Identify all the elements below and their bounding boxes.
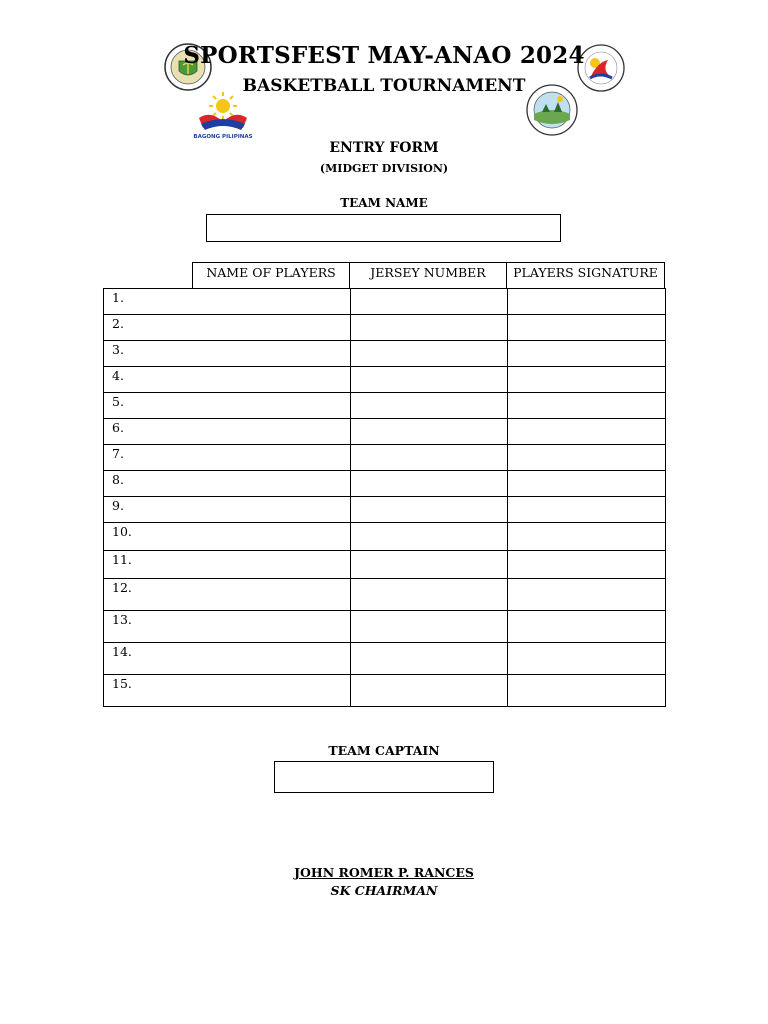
column-header-name-of-players: NAME OF PLAYERS: [192, 262, 350, 289]
jersey-number-cell[interactable]: [351, 289, 508, 315]
signatory-title: SK CHAIRMAN: [330, 883, 438, 898]
column-header-players-signature: PLAYERS SIGNATURE: [506, 262, 665, 289]
jersey-number-cell[interactable]: [351, 611, 508, 643]
table-row: [104, 551, 666, 579]
player-signature-cell[interactable]: [508, 445, 666, 471]
jersey-number-cell[interactable]: [351, 367, 508, 393]
row-number: 14.: [112, 644, 132, 659]
player-signature-cell[interactable]: [508, 523, 666, 551]
jersey-number-cell[interactable]: [351, 579, 508, 611]
signatory-name: JOHN ROMER P. RANCES: [294, 865, 474, 880]
player-signature-cell[interactable]: [508, 419, 666, 445]
player-name-cell[interactable]: [104, 367, 351, 393]
team-captain-label: TEAM CAPTAIN: [328, 743, 440, 758]
form-heading: ENTRY FORM: [329, 140, 439, 156]
division-label: (MIDGET DIVISION): [319, 162, 449, 175]
row-number: 4.: [112, 368, 124, 383]
team-captain-field[interactable]: [274, 761, 494, 793]
table-row: [104, 289, 666, 315]
jersey-number-cell[interactable]: [351, 393, 508, 419]
player-name-cell[interactable]: [104, 341, 351, 367]
table-row: [104, 393, 666, 419]
table-row: [104, 643, 666, 675]
player-name-cell[interactable]: [104, 393, 351, 419]
player-signature-cell[interactable]: [508, 579, 666, 611]
table-row: [104, 579, 666, 611]
row-number: 3.: [112, 342, 124, 357]
player-name-cell[interactable]: [104, 675, 351, 707]
row-number: 7.: [112, 446, 124, 461]
player-signature-cell[interactable]: [508, 289, 666, 315]
row-number: 9.: [112, 498, 124, 513]
player-signature-cell[interactable]: [508, 643, 666, 675]
player-name-cell[interactable]: [104, 419, 351, 445]
table-row: [104, 419, 666, 445]
row-number: 2.: [112, 316, 124, 331]
roster-table: [103, 288, 666, 707]
table-row: [104, 445, 666, 471]
player-signature-cell[interactable]: [508, 551, 666, 579]
jersey-number-cell[interactable]: [351, 471, 508, 497]
column-header-jersey-number: JERSEY NUMBER: [349, 262, 507, 289]
row-number: 1.: [112, 290, 124, 305]
table-row: [104, 367, 666, 393]
player-signature-cell[interactable]: [508, 471, 666, 497]
player-name-cell[interactable]: [104, 551, 351, 579]
table-row: [104, 497, 666, 523]
player-name-cell[interactable]: [104, 315, 351, 341]
player-signature-cell[interactable]: [508, 497, 666, 523]
jersey-number-cell[interactable]: [351, 419, 508, 445]
table-row: [104, 523, 666, 551]
row-number: 11.: [112, 552, 132, 567]
svg-text:BAGONG PILIPINAS: BAGONG PILIPINAS: [193, 134, 253, 140]
jersey-number-cell[interactable]: [351, 675, 508, 707]
row-number: 15.: [112, 676, 132, 691]
table-row: [104, 471, 666, 497]
jersey-number-cell[interactable]: [351, 643, 508, 675]
jersey-number-cell[interactable]: [351, 445, 508, 471]
team-name-field[interactable]: [206, 214, 561, 242]
page-subtitle: BASKETBALL TOURNAMENT: [242, 76, 526, 96]
page-title: SPORTSFEST MAY-ANAO 2024: [183, 42, 585, 69]
row-number: 10.: [112, 524, 132, 539]
player-name-cell[interactable]: [104, 643, 351, 675]
player-name-cell[interactable]: [104, 611, 351, 643]
row-number: 8.: [112, 472, 124, 487]
jersey-number-cell[interactable]: [351, 551, 508, 579]
row-number: 6.: [112, 420, 124, 435]
bagong-pilipinas-logo-icon: [193, 88, 253, 142]
player-signature-cell[interactable]: [508, 341, 666, 367]
player-name-cell[interactable]: [104, 289, 351, 315]
jersey-number-cell[interactable]: [351, 315, 508, 341]
player-name-cell[interactable]: [104, 579, 351, 611]
player-name-cell[interactable]: [104, 471, 351, 497]
player-signature-cell[interactable]: [508, 675, 666, 707]
player-name-cell[interactable]: [104, 445, 351, 471]
jersey-number-cell[interactable]: [351, 523, 508, 551]
row-number: 12.: [112, 580, 132, 595]
jersey-number-cell[interactable]: [351, 341, 508, 367]
player-name-cell[interactable]: [104, 523, 351, 551]
player-signature-cell[interactable]: [508, 315, 666, 341]
player-name-cell[interactable]: [104, 497, 351, 523]
player-signature-cell[interactable]: [508, 367, 666, 393]
table-row: [104, 611, 666, 643]
table-row: [104, 675, 666, 707]
jersey-number-cell[interactable]: [351, 497, 508, 523]
player-signature-cell[interactable]: [508, 393, 666, 419]
row-number: 5.: [112, 394, 124, 409]
row-number: 13.: [112, 612, 132, 627]
table-row: [104, 341, 666, 367]
table-row: [104, 315, 666, 341]
player-signature-cell[interactable]: [508, 611, 666, 643]
team-name-label: TEAM NAME: [340, 196, 428, 210]
